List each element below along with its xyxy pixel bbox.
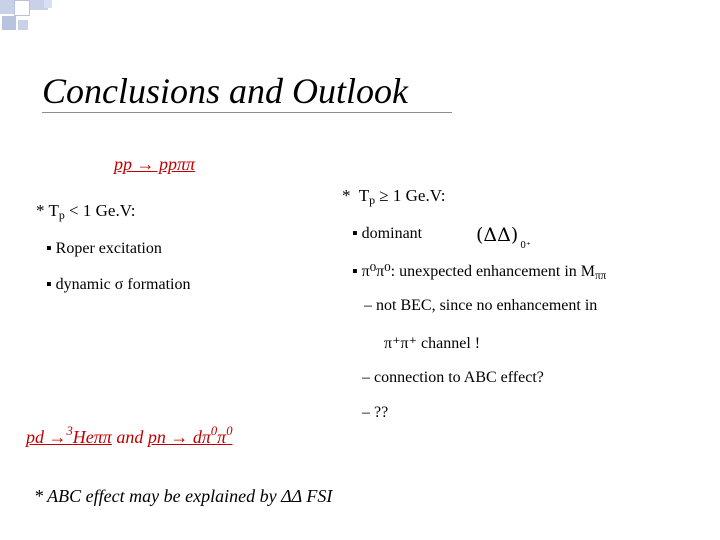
corner-decoration bbox=[2, 16, 16, 30]
dominant-label: ▪ dominant bbox=[352, 225, 423, 242]
bullet-star: * bbox=[36, 201, 45, 220]
reaction-pn bbox=[147, 424, 233, 447]
pion-superscript: 0 bbox=[226, 424, 233, 438]
pi-enhancement-item bbox=[352, 261, 606, 282]
channel-line: π⁺π⁺ channel ! bbox=[384, 335, 481, 352]
reaction-pd-text: pd → bbox=[26, 427, 67, 447]
corner-decoration bbox=[14, 0, 30, 16]
delta-delta-formula bbox=[476, 224, 531, 251]
corner-decoration bbox=[18, 20, 28, 30]
question-line: – ?? bbox=[362, 404, 389, 421]
tp-subscript: p bbox=[58, 208, 65, 222]
title-underline bbox=[42, 112, 452, 113]
pi-enhancement-text: ▪ π⁰π⁰: unexpected enhancement in M bbox=[352, 263, 596, 280]
tp-label: T bbox=[358, 186, 370, 205]
formula-text: (ΔΔ) bbox=[476, 224, 519, 246]
abc-connection-line: – connection to ABC effect? bbox=[362, 369, 544, 386]
bottom-reactions bbox=[26, 424, 232, 448]
list-item: ▪ dynamic σ formation bbox=[46, 276, 191, 293]
corner-decoration bbox=[44, 0, 52, 8]
footnote: * ABC effect may be explained by ΔΔ FSI bbox=[34, 486, 333, 506]
reaction-pd-product: Heππ bbox=[72, 427, 112, 447]
pion-superscript: 0 bbox=[210, 424, 218, 438]
tp-label: T bbox=[48, 201, 59, 220]
left-energy-condition bbox=[36, 201, 135, 223]
reaction-pn-text: pn → dπ bbox=[147, 427, 211, 447]
list-item: ▪ Roper excitation bbox=[46, 240, 162, 257]
reaction-pd bbox=[26, 424, 112, 447]
tp-subscript: p bbox=[369, 193, 376, 207]
reaction-heading: pp → ppππ bbox=[114, 154, 196, 174]
helium-superscript: 3 bbox=[66, 424, 73, 438]
reaction-pn-pion: π bbox=[217, 427, 227, 447]
reaction-conjunction: and bbox=[111, 427, 148, 447]
corner-decoration bbox=[0, 0, 14, 14]
not-bec-line: – not BEC, since no enhancement in bbox=[364, 297, 598, 314]
right-energy-condition bbox=[342, 186, 445, 208]
tp-condition: ≥ 1 Ge.V: bbox=[375, 186, 446, 205]
tp-condition: < 1 Ge.V: bbox=[64, 201, 136, 220]
slide-title: Conclusions and Outlook bbox=[42, 71, 408, 111]
mass-subscript: ππ bbox=[595, 270, 607, 282]
bullet-star: * bbox=[342, 186, 351, 205]
formula-subscript: 0⁺ bbox=[520, 241, 531, 251]
